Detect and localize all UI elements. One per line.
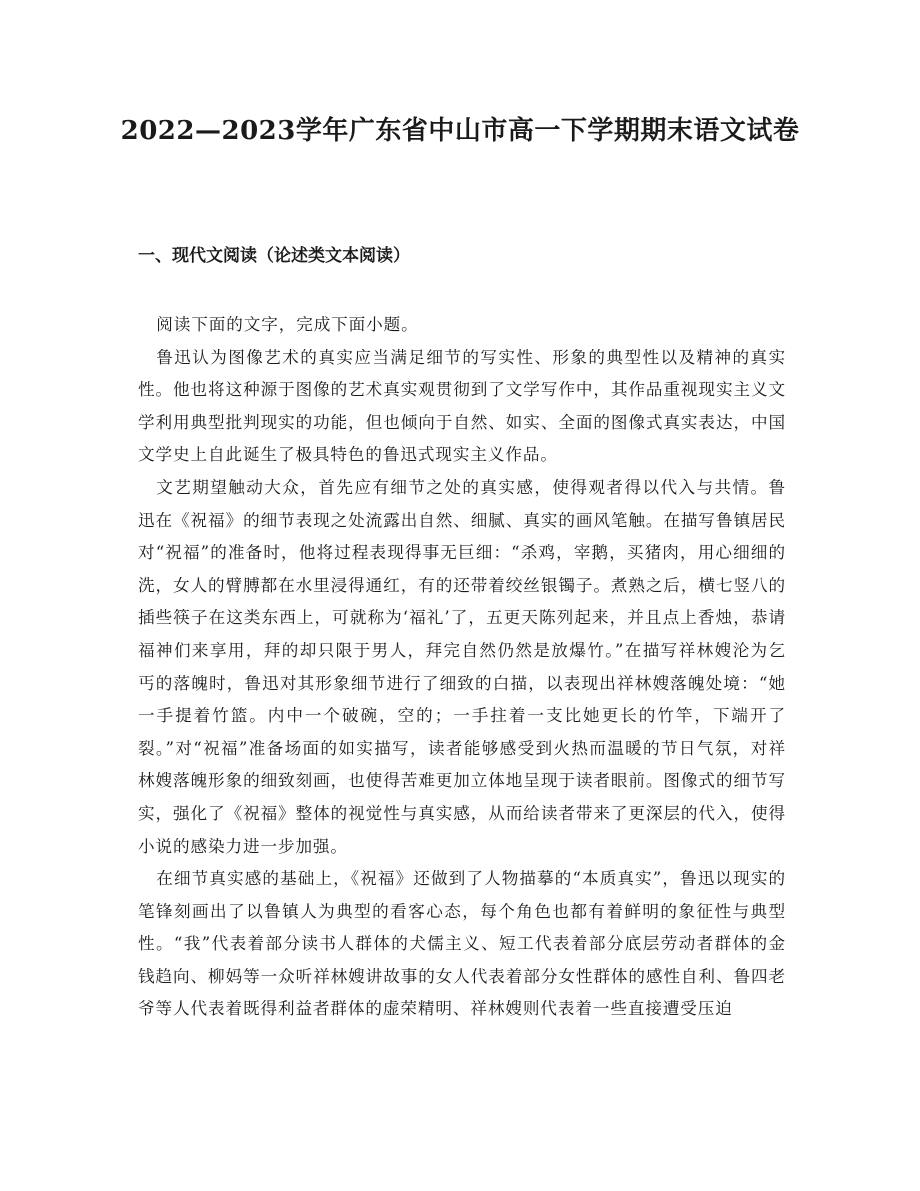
instruction-paragraph: 阅读下面的文字，完成下面小题。 <box>156 315 419 334</box>
reading-passage <box>138 309 786 1026</box>
passage-paragraph-1: 鲁迅认为图像艺术的真实应当满足细节的写实性、形象的典型性以及精神的真实性。他也将这种源于图像的艺术真实观贯彻到了文学写作中，其作品重视现实主义文学利用典型批判现实的功能，但也倾向于自然、如实、全面的图像式真实表达，中国文学史上自此诞生了极具特色的鲁迅式现实主义作品。 <box>138 347 786 465</box>
section-heading: 一、现代文阅读（论述类文本阅读） <box>138 246 410 266</box>
document-title: 2022—2023学年广东省中山市高一下学期期末语文试卷 <box>120 116 800 146</box>
passage-paragraph-2: 文艺期望触动大众，首先应有细节之处的真实感，使得观者得以代入与共情。鲁迅在《祝福》的细节表现之处流露出自然、细腻、真实的画风笔触。在描写鲁镇居民对“祝福”的准备时，他将过程表现得事无巨细：“杀鸡，宰鹅，买猪肉，用心细细的洗，女人的臂膊都在水里浸得通红，有的还带着绞丝银镯子。煮熟之后，横七竖八的插些筷子在这类东西上，可就称为‘福礼’了，五更天陈列起来，并且点上香烛，恭请福神们来享用，拜的却只限于男人，拜完自然仍然是放爆竹。”在描写祥林嫂沦为乞丐的落魄时，鲁迅对其形象细节进行了细致的白描，以表现出祥林嫂落魄处境：“她一手提着竹篮。内中一个破碗，空的；一手拄着一支比她更长的竹竿，下端开了裂。”对“祝福”准备场面的如实描写，读者能够感受到火热而温暖的节日气氛，对祥林嫂落魄形象的细致刻画，也使得苦难更加立体地呈现于读者眼前。图像式的细节写实，强化了《祝福》整体的视觉性与真实感，从而给读者带来了更深层的代入，使得小说的感染力进一步加强。 <box>138 477 786 856</box>
passage-paragraph-3: 在细节真实感的基础上，《祝福》还做到了人物描摹的“本质真实”，鲁迅以现实的笔锋刻画出了以鲁镇人为典型的看客心态，每个角色也都有着鲜明的象征性与典型性。“我”代表着部分读书人群体的犬儒主义、短工代表着部分底层劳动者群体的金钱趋向、柳妈等一众听祥林嫂讲故事的女人代表着部分女性群体的感性自利、鲁四老爷等人代表着既得利益者群体的虚荣精明、祥林嫂则代表着一些直接遭受压迫 <box>138 869 786 1019</box>
